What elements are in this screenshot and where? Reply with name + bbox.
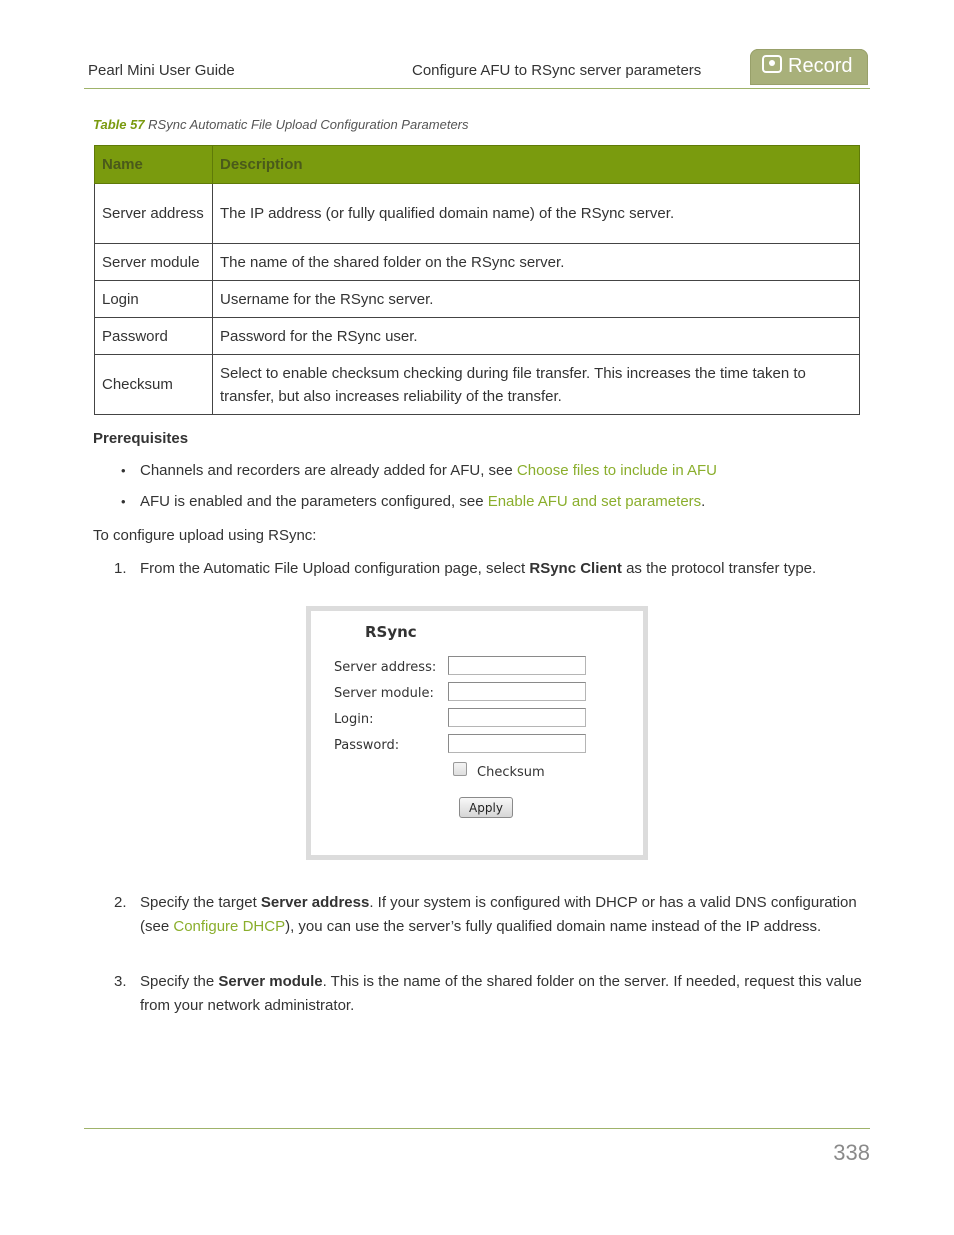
step-1 [114, 557, 864, 581]
link-configure-dhcp[interactable]: Configure DHCP [173, 917, 286, 935]
row-name: Server module [95, 244, 213, 281]
server-module-label: Server module: [334, 686, 434, 701]
row-description: The name of the shared folder on the RSync server. [213, 244, 860, 281]
rsync-title: RSync [365, 623, 417, 641]
apply-button[interactable]: Apply [459, 797, 513, 818]
row-name: Server address [95, 184, 213, 244]
password-input[interactable] [448, 734, 586, 753]
column-header-description: Description [213, 146, 860, 184]
list-item [93, 460, 873, 491]
step-emphasis: Server module [218, 973, 323, 990]
page-number: 338 [833, 1140, 870, 1165]
step-text: ), you can use the server’s fully qualified domain name instead of the IP address. [285, 917, 822, 935]
column-header-name: Name [95, 146, 213, 184]
step-text: . If your system is configured with DHCP or has a valid DNS configuration (see [140, 894, 857, 935]
table-row [95, 355, 860, 415]
intro-text: To configure upload using RSync: [93, 527, 317, 544]
server-address-label: Server address: [334, 660, 437, 675]
list-item-text: AFU is enabled and the parameters configured, see [140, 493, 488, 510]
row-name: Password [95, 318, 213, 355]
table-caption-text: RSync Automatic File Upload Configuration Parameters [148, 117, 469, 132]
step-text: as the protocol transfer type. [621, 560, 817, 577]
server-address-input[interactable] [448, 656, 586, 675]
login-label: Login: [334, 712, 374, 727]
table-caption [93, 117, 469, 132]
list-item-text: Channels and recorders are already added for AFU, see [140, 462, 517, 479]
footer-divider [84, 1128, 870, 1129]
table-header-row [95, 146, 860, 184]
table-row [95, 281, 860, 318]
table-row [95, 318, 860, 355]
record-icon [762, 55, 782, 73]
record-badge [750, 49, 868, 85]
badge-label: Record [788, 55, 853, 77]
row-description: Username for the RSync server. [213, 281, 860, 318]
server-module-input[interactable] [448, 682, 586, 701]
row-name: Checksum [95, 355, 213, 415]
step-2 [114, 891, 864, 938]
row-name: Login [95, 281, 213, 318]
step-text: Specify the target [140, 894, 261, 911]
table-row [95, 184, 860, 244]
page-header [84, 0, 870, 89]
parameters-table [94, 145, 860, 415]
link-choose-files[interactable]: Choose files to include in AFU [516, 462, 717, 479]
password-label: Password: [334, 738, 400, 753]
step-text: From the Automatic File Upload configuration page, select [140, 560, 530, 577]
step-emphasis: Server address [260, 894, 370, 911]
row-description: Password for the RSync user. [213, 318, 860, 355]
checksum-label: Checksum [477, 765, 545, 780]
row-description: Select to enable checksum checking during file transfer. This increases the time taken to transfer, but also increases reliability of the transfer. [213, 355, 860, 415]
step-text: . This is the name of the shared folder on the server. If needed, request this value from your network administrator. [140, 973, 862, 1014]
step-number: 2. [114, 894, 127, 911]
step-text: Specify the [140, 973, 219, 990]
prerequisites-heading: Prerequisites [93, 430, 189, 447]
step-number: 3. [114, 973, 127, 990]
list-item-suffix: . [701, 493, 706, 510]
row-description: The IP address (or fully qualified domain name) of the RSync server. [213, 184, 860, 244]
table-number: Table 57 [93, 117, 145, 132]
rsync-settings-screenshot [306, 606, 648, 860]
table-row [95, 244, 860, 281]
link-enable-afu[interactable]: Enable AFU and set parameters [487, 493, 702, 510]
checksum-checkbox[interactable] [453, 762, 467, 776]
login-input[interactable] [448, 708, 586, 727]
step-emphasis: RSync Client [529, 560, 622, 577]
guide-title: Pearl Mini User Guide [88, 62, 235, 79]
list-item [93, 491, 873, 522]
step-3 [114, 970, 864, 1017]
section-title: Configure AFU to RSync server parameters [412, 62, 702, 79]
step-number: 1. [114, 560, 127, 577]
prerequisites-list [93, 460, 873, 522]
